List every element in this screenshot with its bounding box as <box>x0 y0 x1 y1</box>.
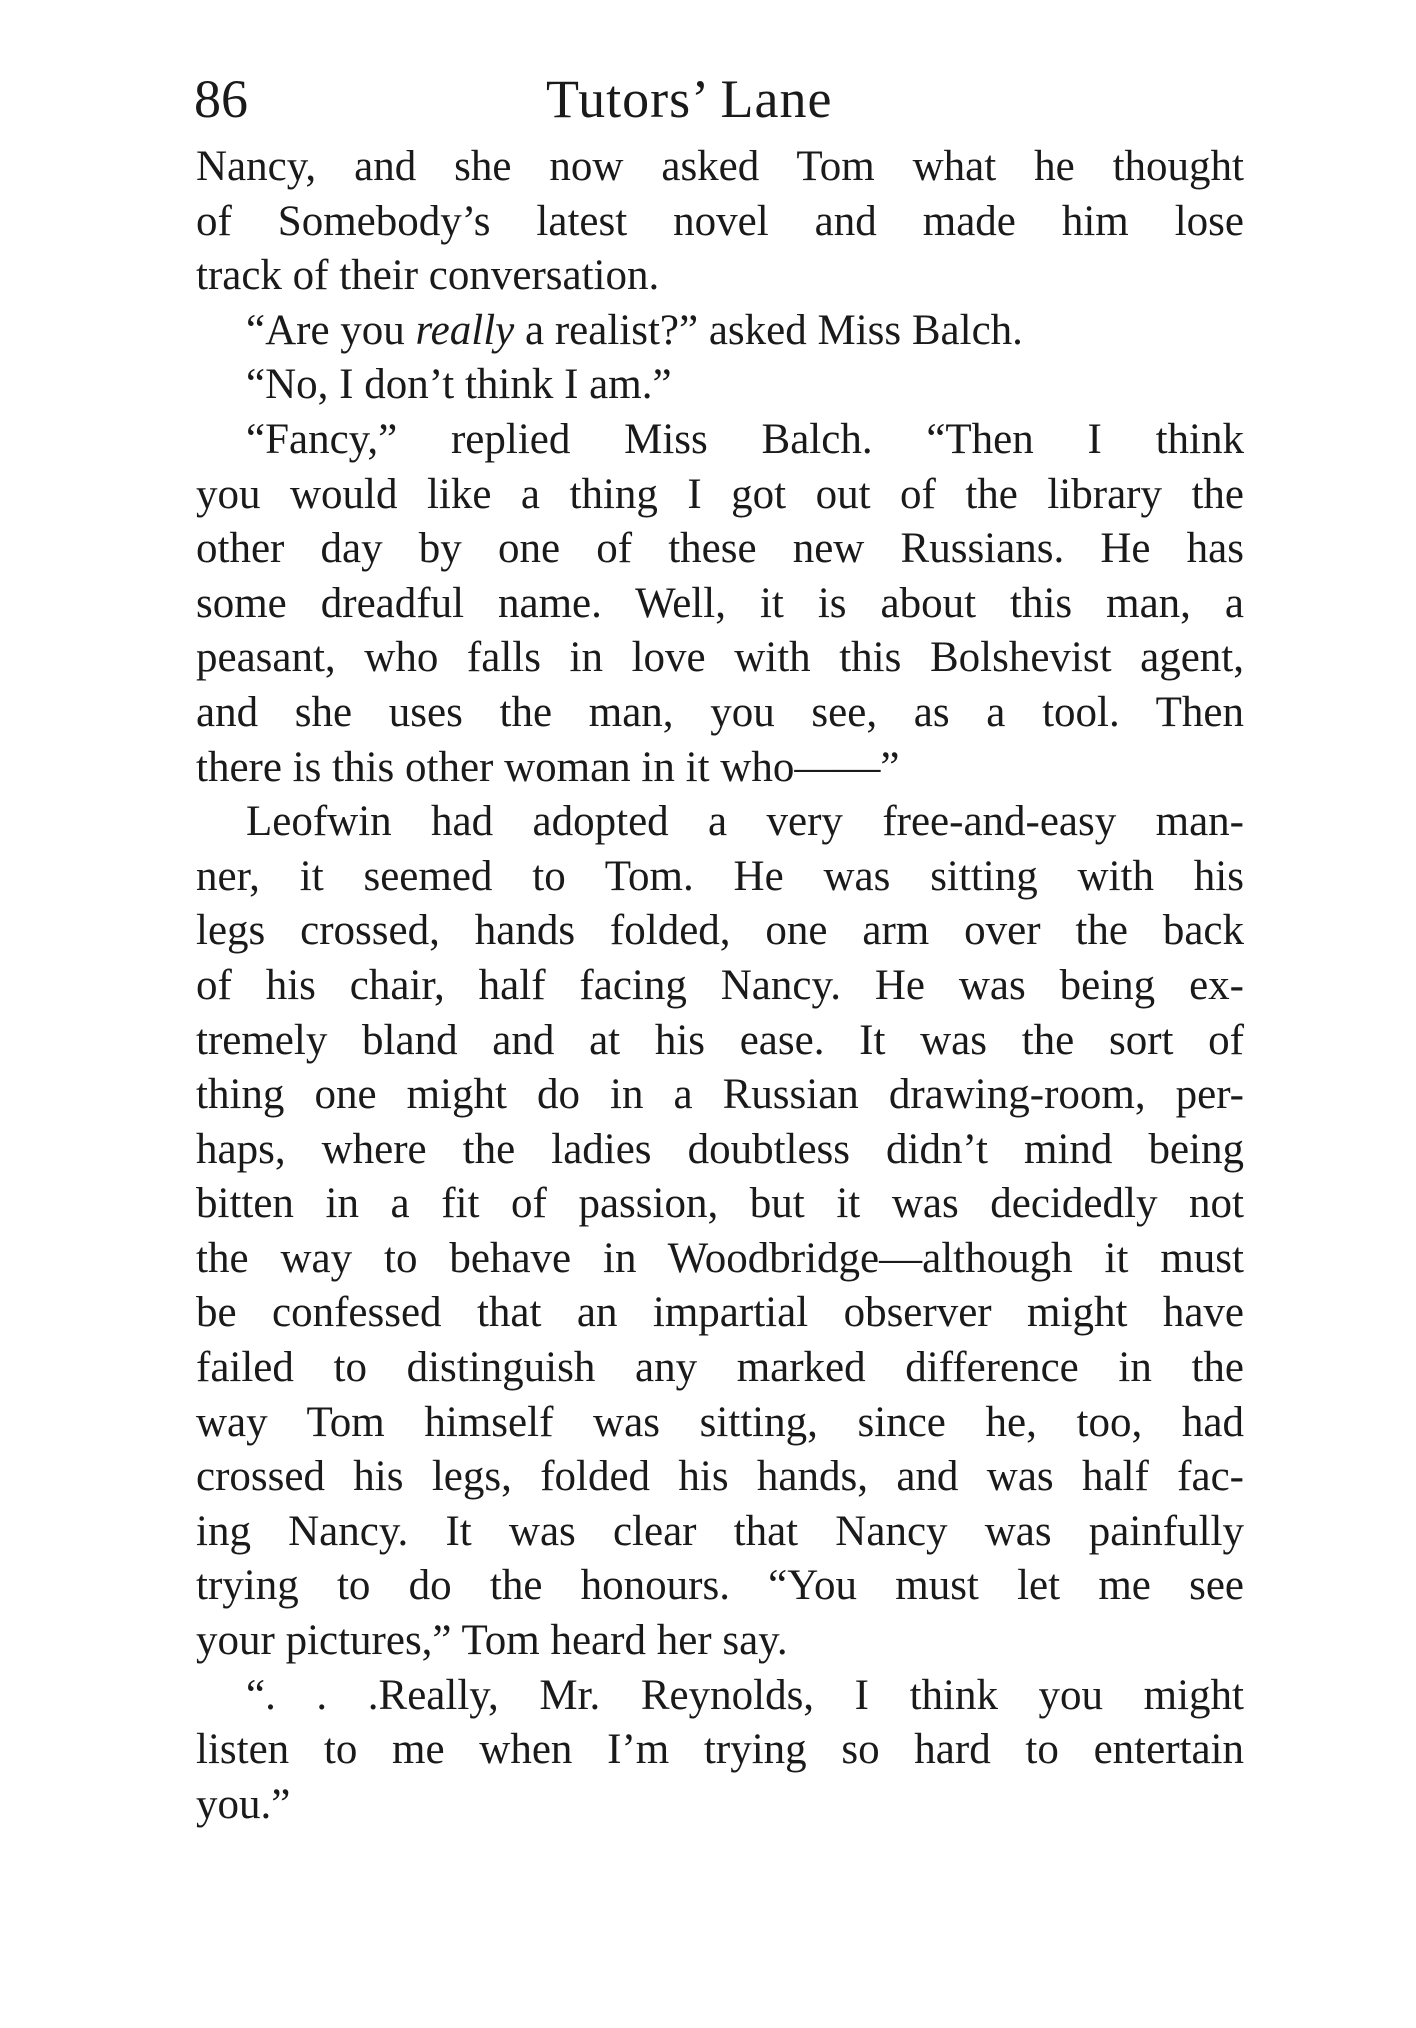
text-line: peasant, who falls in love with this Bolshevist agent, <box>196 634 1244 682</box>
text-span: a realist?” asked Miss Balch. <box>514 306 1023 354</box>
text-line: ner, it seemed to Tom. He was sitting with his <box>196 852 1244 900</box>
text-line: bitten in a fit of passion, but it was decidedly not <box>196 1180 1244 1228</box>
text-line: haps, where the ladies doubtless didn’t mind being <box>196 1125 1244 1173</box>
text-line: track of their conversation. <box>196 252 660 300</box>
text-line: crossed his legs, folded his hands, and was half fac- <box>196 1453 1244 1501</box>
emphasis-word: really <box>415 306 515 354</box>
text-line: the way to behave in Woodbridge—although it must <box>196 1234 1244 1282</box>
text-line: ing Nancy. It was clear that Nancy was painfully <box>196 1507 1244 1555</box>
text-line: you would like a thing I got out of the library the <box>196 470 1244 518</box>
text-line: your pictures,” Tom heard her say. <box>196 1617 788 1665</box>
text-line: “. . .Really, Mr. Reynolds, I think you might <box>246 1671 1244 1719</box>
text-line: thing one might do in a Russian drawing-room, per- <box>196 1071 1244 1119</box>
text-line: “No, I don’t think I am.” <box>246 361 672 409</box>
text-line: Nancy, and she now asked Tom what he thought <box>196 143 1244 190</box>
running-head <box>194 64 1244 134</box>
text-line <box>196 304 1244 359</box>
page-number: 86 <box>194 69 248 129</box>
text-line: legs crossed, hands folded, one arm over the back <box>196 907 1244 955</box>
text-span: “Are you <box>246 306 416 354</box>
text-line: of his chair, half facing Nancy. He was being ex- <box>196 961 1244 1009</box>
text-line: you.” <box>196 1780 291 1828</box>
running-title: Tutors’ Lane <box>546 69 833 129</box>
text-line: of Somebody’s latest novel and made him lose <box>196 197 1244 245</box>
text-line: “Fancy,” replied Miss Balch. “Then I think <box>246 415 1244 463</box>
text-line: some dreadful name. Well, it is about this man, a <box>196 579 1244 627</box>
text-line: there is this other woman in it who——” <box>196 743 900 791</box>
text-line: other day by one of these new Russians. He has <box>196 525 1244 573</box>
text-line: failed to distinguish any marked difference in the <box>196 1344 1244 1392</box>
text-line: be confessed that an impartial observer might have <box>196 1289 1244 1337</box>
text-line: and she uses the man, you see, as a tool. Then <box>196 688 1244 736</box>
text-line: trying to do the honours. “You must let me see <box>196 1562 1244 1610</box>
text-line: Leofwin had adopted a very free-and-easy man- <box>246 798 1244 846</box>
text-line: listen to me when I’m trying so hard to entertain <box>196 1726 1244 1774</box>
body-text <box>196 140 1244 1832</box>
text-line: way Tom himself was sitting, since he, too, had <box>196 1398 1244 1446</box>
text-line: tremely bland and at his ease. It was the sort of <box>196 1016 1244 1064</box>
